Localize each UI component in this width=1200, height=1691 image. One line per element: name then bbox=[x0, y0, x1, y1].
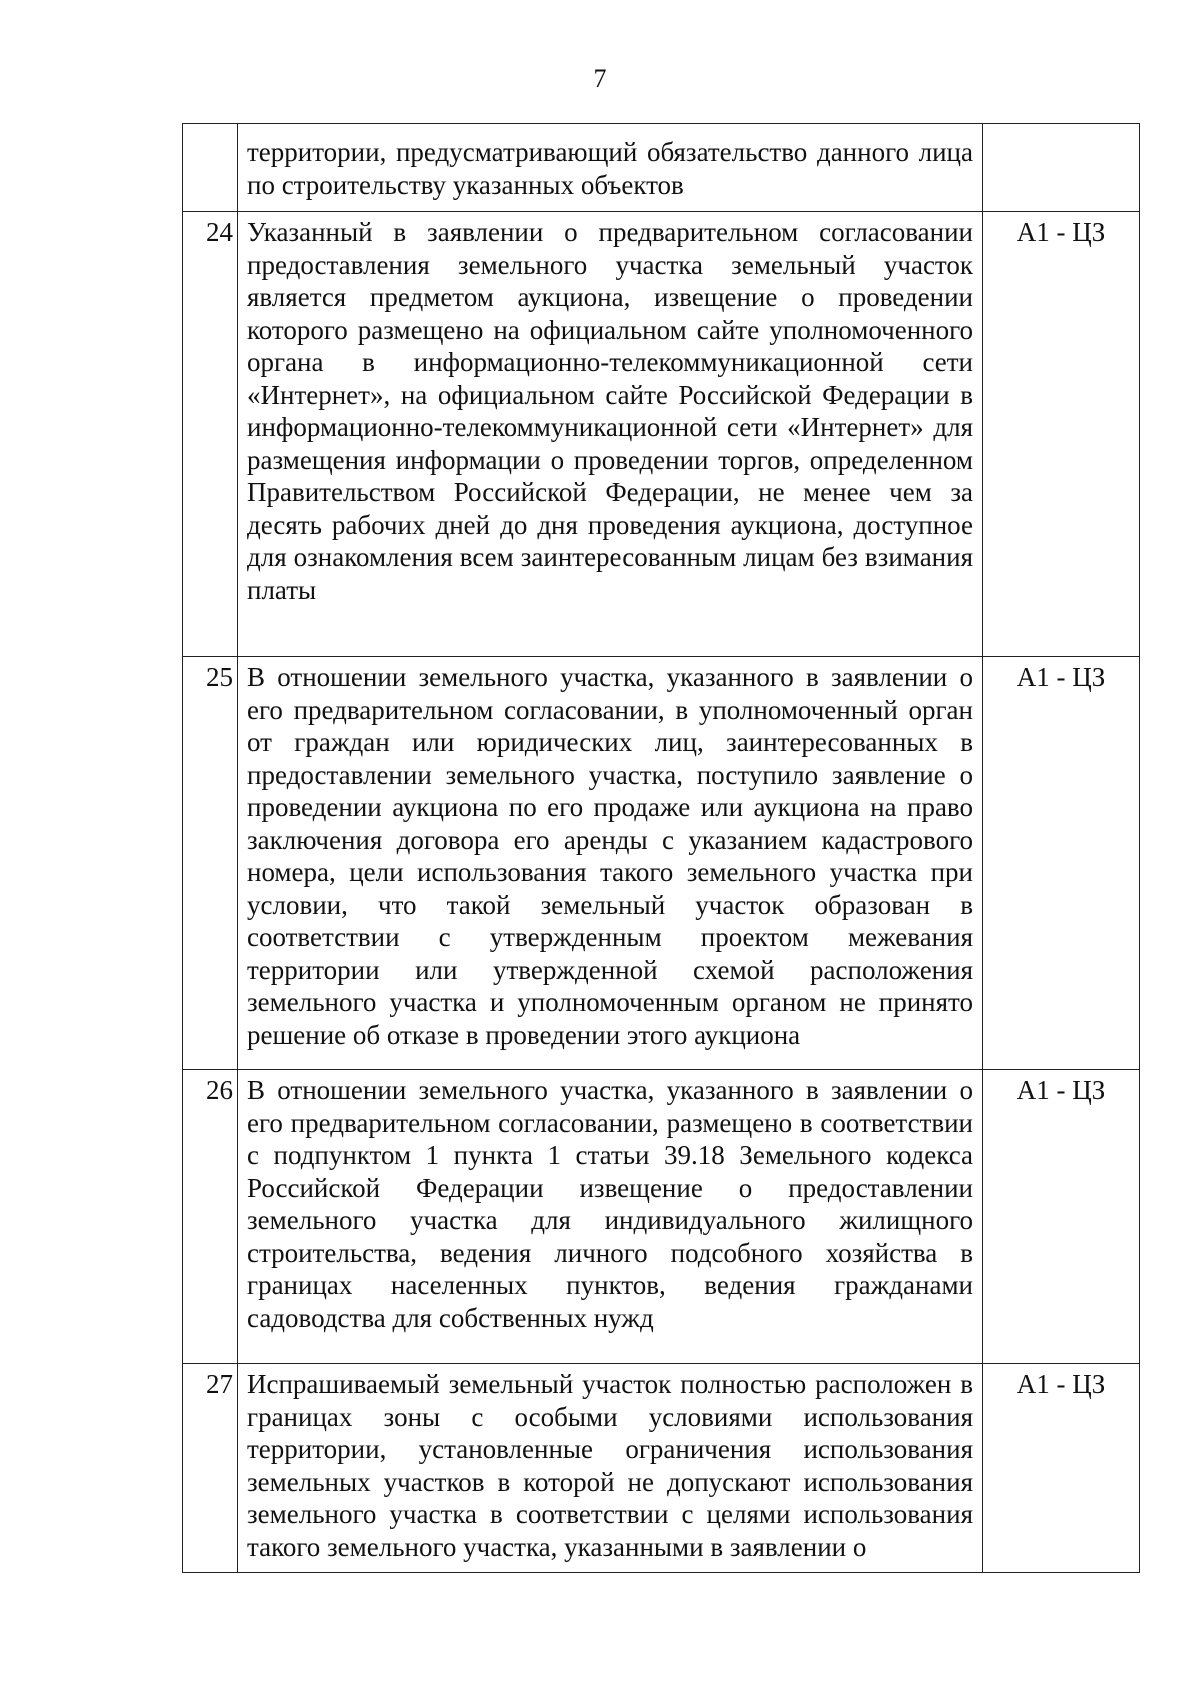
row-number: 25 bbox=[183, 657, 238, 1070]
row-number: 27 bbox=[183, 1364, 238, 1573]
row-number: 26 bbox=[183, 1070, 238, 1364]
row-text: Испрашиваемый земельный участок полностью расположен в границах зоны с особыми условиями использования территории, установленные ограничения использования земельных участков в которой не допускают использования земельного участка в соответствии с целями использования такого земельного участка, указанными в заявлении о bbox=[238, 1364, 983, 1573]
row-code: А1 - ЦЗ bbox=[983, 1070, 1140, 1364]
row-code: А1 - ЦЗ bbox=[983, 657, 1140, 1070]
table-row bbox=[183, 1070, 1140, 1364]
row-number bbox=[183, 124, 238, 212]
row-code bbox=[983, 124, 1140, 212]
table-row bbox=[183, 657, 1140, 1070]
row-text: Указанный в заявлении о предварительном согласовании предоставления земельного участка земельный участок является предметом аукциона, извещение о проведении которого размещено на официальном сайте уполномоченного органа в информационно-телекоммуникационной сети «Интернет», на официальном сайте Российской Федерации в информационно-телекоммуникационной сети «Интернет» для размещения информации о проведении торгов, определенном Правительством Российской Федерации, не менее чем за десять рабочих дней до дня проведения аукциона, доступное для ознакомления всем заинтересованным лицам без взимания платы bbox=[238, 212, 983, 657]
row-code: А1 - ЦЗ bbox=[983, 1364, 1140, 1573]
row-text: В отношении земельного участка, указанного в заявлении о его предварительном согласовании, в уполномоченный орган от граждан или юридических лиц, заинтересованных в предоставлении земельного участка, поступило заявление о проведении аукциона по его продаже или аукциона на право заключения договора его аренды с указанием кадастрового номера, цели использования такого земельного участка при условии, что такой земельный участок образован в соответствии с утвержденным проектом межевания территории или утвержденной схемой расположения земельного участка и уполномоченным органом не принято решение об отказе в проведении этого аукциона bbox=[238, 657, 983, 1070]
row-text: территории, предусматривающий обязательство данного лица по строительству указанных объектов bbox=[238, 124, 983, 212]
table-row bbox=[183, 124, 1140, 212]
row-code: А1 - ЦЗ bbox=[983, 212, 1140, 657]
grounds-table bbox=[182, 123, 1140, 1573]
table-row bbox=[183, 1364, 1140, 1573]
row-number: 24 bbox=[183, 212, 238, 657]
table-row bbox=[183, 212, 1140, 657]
row-text: В отношении земельного участка, указанного в заявлении о его предварительном согласовании, размещено в соответствии с подпунктом 1 пункта 1 статьи 39.18 Земельного кодекса Российской Федерации извещение о предоставлении земельного участка для индивидуального жилищного строительства, ведения личного подсобного хозяйства в границах населенных пунктов, ведения гражданами садоводства для собственных нужд bbox=[238, 1070, 983, 1364]
page-number: 7 bbox=[593, 64, 607, 93]
